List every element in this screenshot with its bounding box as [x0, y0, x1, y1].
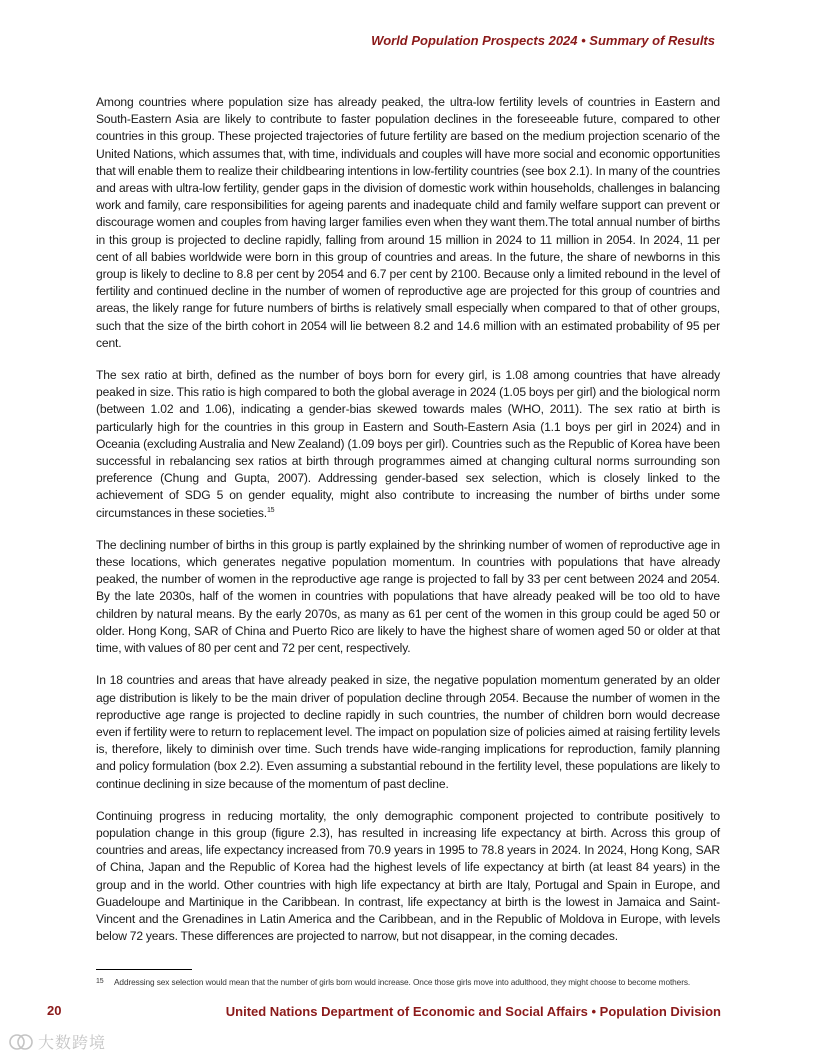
- watermark-text: 大数跨境: [38, 1035, 107, 1052]
- footer-publisher: United Nations Department of Economic and Social Affairs • Population Division: [225, 1004, 721, 1019]
- paragraph-3: The declining number of births in this group is partly explained by the shrinking number of women of reproductive age in these locations, which generates negative population momentum. In countries with populations that have already peaked, the number of women in the reproductive age range is projected to fall by 33 per cent between 2024 and 2054. By the late 2030s, half of the women in countries with populations that have already peaked will be too old to have children by natural means. By the early 2070s, as many as 61 per cent of the women in this group could be aged 50 or older. Hong Kong, SAR of China and Puerto Rico are likely to have the highest share of women aged 50 or older at that time, with values of 80 per cent and 72 per cent, respectively.: [96, 537, 720, 656]
- body-text: [96, 94, 720, 960]
- paragraph-5: Continuing progress in reducing mortality, the only demographic component projected to contribute positively to population change in this group (figure 2.3), has resulted in increasing life expectancy at birth. Across this group of countries and areas, life expectancy increased from 70.9 years in 1995 to 78.8 years in 2024. In 2024, Hong Kong, SAR of China, Japan and the Republic of Korea had the highest levels of life expectancy at birth (at least 84 years) in the group and in the world. Other countries with high life expectancy at birth are Italy, Portugal and Spain in Europe, and Guadeloupe and Martinique in the Caribbean. In contrast, life expectancy at birth is the lowest in Jamaica and Saint-Vincent and the Grenadines in Latin America and the Caribbean, and in the Republic of Moldova in Europe, with levels below 72 years. These differences are projected to narrow, but not disappear, in the coming decades.: [96, 808, 720, 944]
- footnote-text: Addressing sex selection would mean that the number of girls born would increase. Once those girls move into adulthood, they might choose to become mothers.: [114, 977, 691, 987]
- paragraph-2-text: The sex ratio at birth, defined as the number of boys born for every girl, is 1.08 among countries that have already peaked in size. This ratio is high compared to both the global average in 2024 (1.05 boys per girl) and the biological norm (between 1.02 and 1.06), indicating a gender-bias skewed towards males (WHO, 2011). The sex ratio at birth is particularly high for the countries in this group in Eastern and South-Eastern Asia (1.1 boys per girl in 2024) and in Oceania (excluding Australia and New Zealand) (1.09 boys per girl). Countries such as the Republic of Korea have been successful in rebalancing sex ratios at birth through programmes aimed at changing cultural norms surrounding son preference (Chung and Gupta, 2007). Addressing gender-based sex selection, which is closely linked to the achievement of SDG 5 on gender equality, might also contribute to increasing the number of births under some circumstances in these societies.: [96, 368, 720, 520]
- footnote: [96, 976, 720, 988]
- footnote-divider: [96, 969, 192, 970]
- footnote-reference[interactable]: 15: [266, 506, 275, 514]
- footnote-number: 15: [96, 978, 104, 985]
- paragraph-1: Among countries where population size has already peaked, the ultra-low fertility levels of countries in Eastern and South-Eastern Asia are likely to contribute to faster population declines in the foreseeable future, compared to other countries in this group. These projected trajectories of future fertility are based on the medium projection scenario of the United Nations, which assumes that, with time, individuals and couples will have more social and economic opportunities that will enable them to realize their childbearing intentions in low-fertility countries (see box 2.1). In many of the countries and areas with ultra-low fertility, gender gaps in the division of domestic work within households, challenges in balancing work and family, care responsibilities for ageing parents and inadequate child and family welfare support can prevent or discourage women and couples from having larger families even when they want them.The total annual number of births in this group is projected to decline rapidly, falling from around 15 million in 2024 to 11 million in 2054. In 2024, 11 per cent of all babies worldwide were born in this group of countries and areas. In the future, the share of newborns in this group is likely to decline to 8.8 per cent by 2054 and 6.7 per cent by 2100. Because only a limited rebound in the level of fertility and continued decline in the number of women of reproductive age are projected for this group of countries and areas, the likely range for future numbers of births is relatively small especially when compared to that of other groups, such that the size of the birth cohort in 2054 will lie between 8.2 and 14.6 million with an estimated probability of 95 per cent.: [96, 95, 720, 350]
- watermark-logo-icon: [8, 1033, 34, 1051]
- paragraph-4: In 18 countries and areas that have already peaked in size, the negative population momentum generated by an older age distribution is likely to be the main driver of population decline through 2054. Because the number of women in the reproductive age range is projected to decline rapidly in such countries, the number of children born would decrease even if fertility were to return to replacement level. The impact on population size of policies aimed at raising fertility levels is, therefore, likely to diminish over time. Such trends have wide-ranging implications for reproduction, family planning and policy formulation (box 2.2). Even assuming a substantial rebound in the fertility level, these populations are likely to continue declining in size because of the momentum of past decline.: [96, 673, 720, 791]
- page-number: 20: [47, 1003, 62, 1018]
- watermark: [8, 1030, 106, 1053]
- running-header: World Population Prospects 2024 • Summary of Results: [371, 33, 715, 48]
- paragraph-2: [96, 367, 720, 522]
